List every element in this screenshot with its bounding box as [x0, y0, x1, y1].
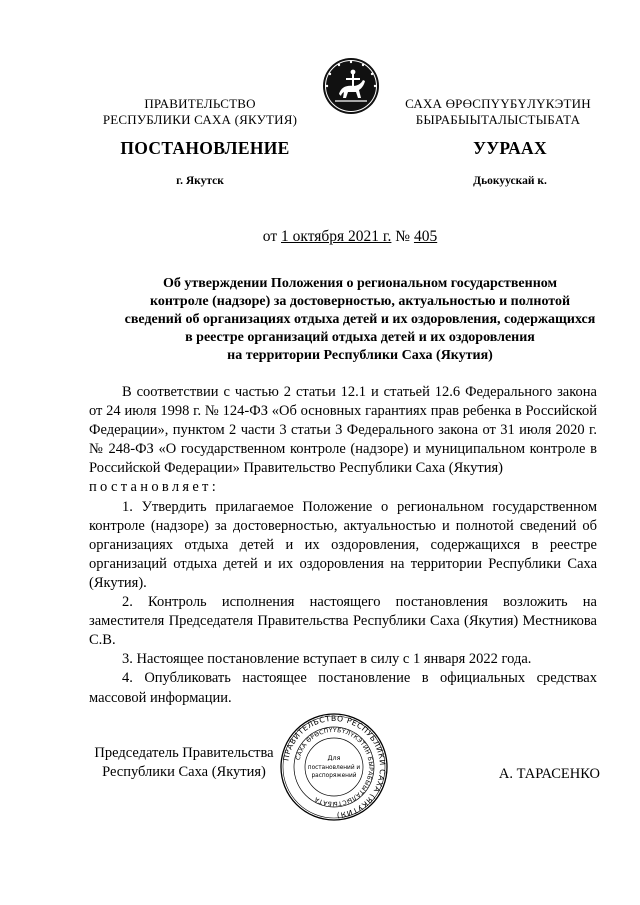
- signatory-position: [89, 744, 279, 782]
- header-left-line1: ПРАВИТЕЛЬСТВО: [144, 96, 256, 111]
- preamble-paragraph: В соответствии с частью 2 статьи 12.1 и статьей 12.6 Федерального закона от 24 июля 1998 г. № 124-ФЗ «Об основных гарантиях прав ребенка в Российской Федерации», пунктом 2 части 3 статьи 3 Федерального закона от 31 июля 2020 г. № 248-ФЗ «О государственном контроле (надзоре) и муниципальном контроле в Российской Федерации» Правительство Республики Саха (Якутия): [89, 384, 597, 477]
- number-sign: №: [391, 228, 414, 245]
- title-line: на территории Республики Саха (Якутия): [227, 348, 493, 363]
- item-3: 3. Настоящее постановление вступает в силу с 1 января 2022 года.: [122, 651, 532, 668]
- stamp-center-line3: распоряжений: [311, 773, 357, 779]
- title-line: сведений об организациях отдыха детей и их оздоровления, содержащихся: [124, 312, 596, 327]
- stamp-outer-text: ПРАВИТЕЛЬСТВО РЕСПУБЛИКИ САХА (ЯКУТИЯ): [281, 713, 388, 820]
- date-line: [0, 228, 640, 246]
- stamp-center-line2: постановлений и: [307, 765, 361, 771]
- header-right-line2: БЫРАБЫЫТАЛЫСТЫБАТА: [415, 112, 581, 127]
- title-line: Об утверждении Положения о региональном государственном: [162, 276, 558, 291]
- stamp-inner-text: САХА ӨРӨСПҮҮБҮЛҮКЭТИН БЫРАБЫЫТАЛЫСТЫБАТА: [294, 726, 375, 808]
- title-line: контроле (надзоре) за достоверностью, актуальностью и полнотой: [149, 294, 571, 309]
- city-ru: г. Якутск: [176, 175, 224, 187]
- document-title: [110, 275, 610, 365]
- doc-type-ru: ПОСТАНОВЛЕНИЕ: [120, 138, 290, 158]
- official-stamp: [279, 712, 389, 822]
- header-right-line1: САХА ӨРӨСПҮҮБҮЛҮКЭТИН: [405, 96, 591, 111]
- decree-word: постановляет:: [89, 479, 220, 496]
- position-line2: Республики Саха (Якутия): [102, 764, 266, 780]
- header-right-org: [398, 96, 598, 128]
- date-prefix: от: [262, 228, 281, 245]
- title-line: в реестре организаций отдыха детей и их оздоровления: [185, 330, 535, 345]
- doc-number: 405: [413, 228, 438, 245]
- coat-of-arms-emblem: [321, 56, 381, 116]
- doc-type-sah: УУРААХ: [473, 138, 547, 158]
- stamp-center-line1: Для: [327, 754, 341, 762]
- item-1: 1. Утвердить прилагаемое Положение о региональном государственном контроле (надзоре) за достоверностью, актуальностью и полнотой сведений об организациях отдыха детей и их оздоровления, содержащихся в реестре организаций отдыха детей и их оздоровления на территории Республики Саха (Якутия).: [89, 498, 597, 591]
- position-line1: Председатель Правительства: [94, 745, 274, 761]
- document-body: [89, 383, 597, 708]
- header-left-line2: РЕСПУБЛИКИ САХА (ЯКУТИЯ): [102, 112, 298, 127]
- signatory-name: А. ТАРАСЕНКО: [498, 766, 600, 782]
- item-4: 4. Опубликовать настоящее постановление в официальных средствах массовой информации.: [89, 670, 597, 706]
- item-2: 2. Контроль исполнения настоящего постановления возложить на заместителя Председателя Правительства Республики Саха (Якутия) Местникова С.В.: [89, 594, 597, 649]
- header-left-org: [100, 96, 300, 128]
- city-sah: Дьокуускай к.: [473, 175, 547, 187]
- date-value: 1 октября 2021 г.: [281, 228, 392, 245]
